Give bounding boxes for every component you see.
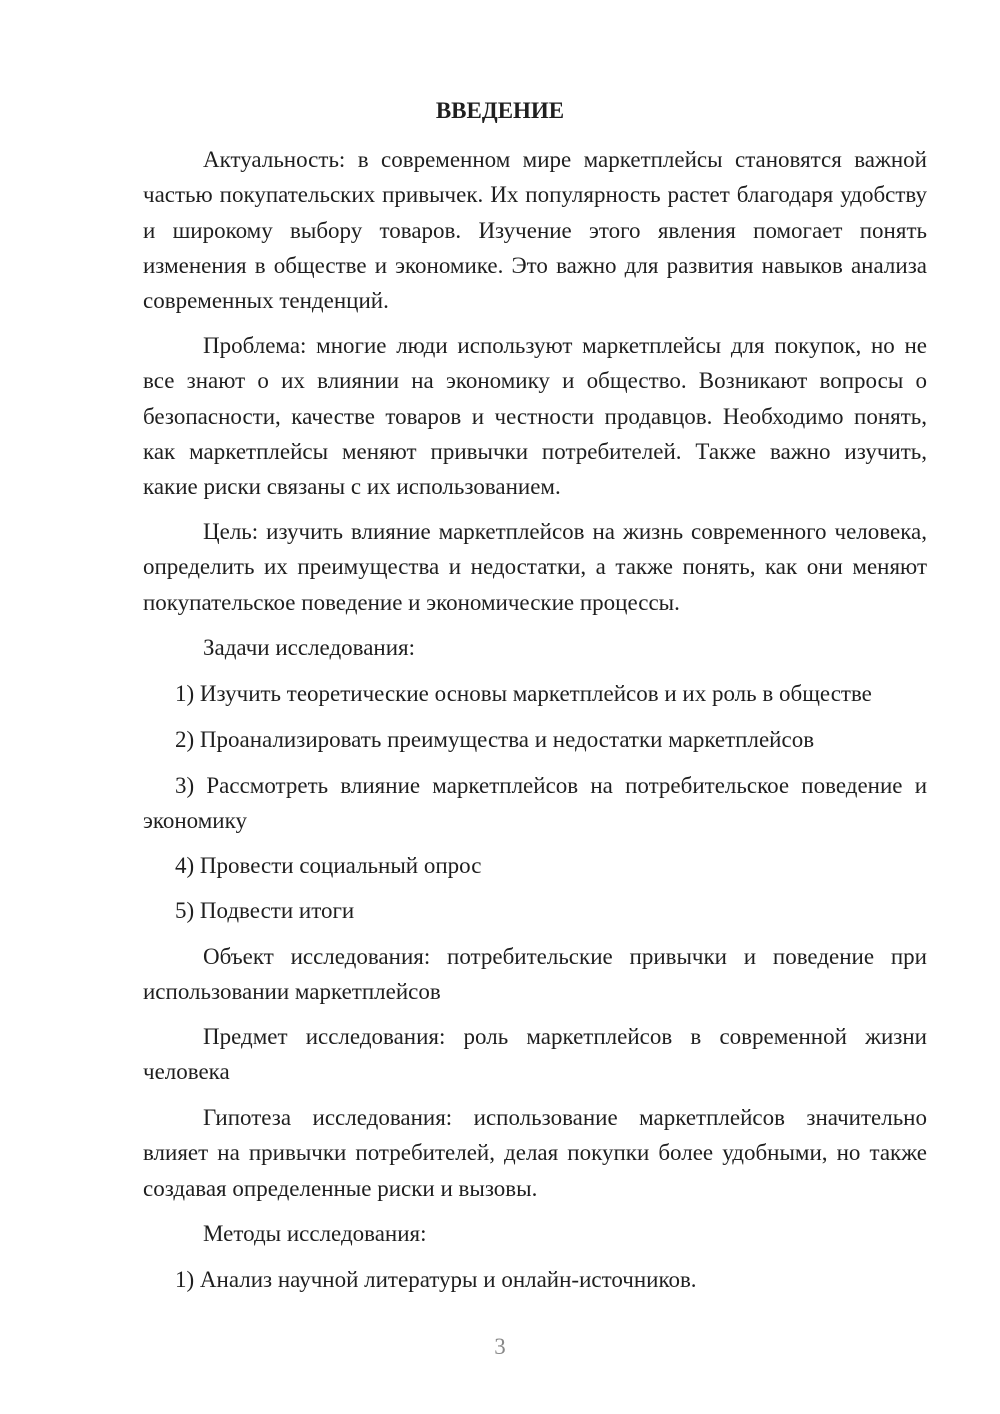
task-item: 2) Проанализировать преимущества и недостатки маркетплейсов [175, 727, 815, 752]
relevance-paragraph: Актуальность: в современном мире маркетплейсы становятся важной частью покупательских привычек. Их популярность растет благодаря удобству и широкому выбору товаров. Изучение этого явления помогает понять изменения в обществе и экономике. Это важно для развития навыков анализа современных тенденций. [143, 147, 927, 314]
task-item: 5) Подвести итоги [175, 898, 355, 923]
method-item: 1) Анализ научной литературы и онлайн-источников. [175, 1267, 697, 1292]
task-item: 4) Провести социальный опрос [175, 853, 482, 878]
section-heading: ВВЕДЕНИЕ [435, 98, 565, 123]
subject-paragraph: Предмет исследования: роль маркетплейсов в современной жизни человека [143, 1024, 927, 1085]
tasks-title: Задачи исследования: [203, 635, 416, 660]
hypothesis-paragraph: Гипотеза исследования: использование маркетплейсов значительно влияет на привычки потребителей, делая покупки более удобными, но также создавая определенные риски и вызовы. [143, 1105, 927, 1201]
task-item: 3) Рассмотреть влияние маркетплейсов на потребительское поведение и экономику [143, 773, 927, 834]
goal-paragraph: Цель: изучить влияние маркетплейсов на жизнь современного человека, определить их преимущества и недостатки, а также понять, как они меняют покупательское поведение и экономические процессы. [143, 519, 927, 615]
object-paragraph: Объект исследования: потребительские привычки и поведение при использовании маркетплейсов [143, 944, 927, 1005]
problem-paragraph: Проблема: многие люди используют маркетплейсы для покупок, но не все знают о их влиянии на экономику и общество. Возникают вопросы о безопасности, качестве товаров и честности продавцов. Необходимо понять, как маркетплейсы меняют привычки потребителей. Также важно изучить, какие риски связаны с их использованием. [143, 333, 927, 500]
task-item: 1) Изучить теоретические основы маркетплейсов и их роль в обществе [175, 681, 872, 706]
methods-title: Методы исследования: [203, 1221, 427, 1246]
page-number: 3 [494, 1334, 506, 1359]
